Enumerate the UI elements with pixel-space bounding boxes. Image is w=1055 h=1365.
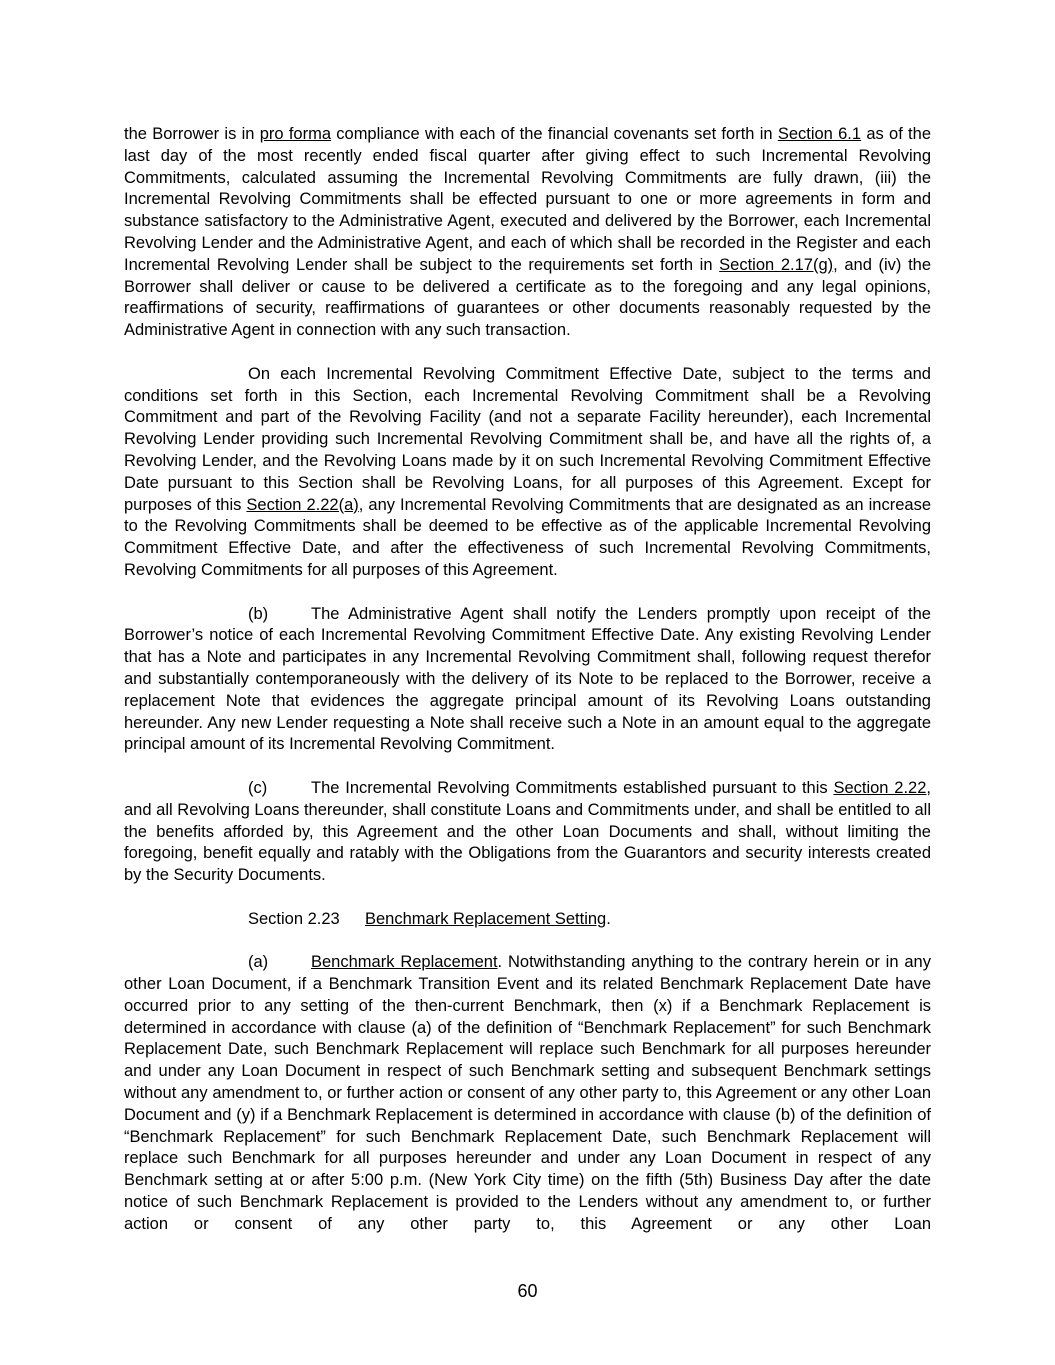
text-segment: On each Incremental Revolving Commitment Effective Date, subject to the terms and conditions set forth in this Section, each Incremental Revolving Commitment shall be a Revolving Commitment and part of the Revolving Facility (and not a separate Facility hereunder), each Incremental Revolving Lender providing such Incremental Revolving Commitment shall be, and have all the rights of, a Revolving Lender, and the Revolving Loans made by it on such Incremental Revolving Commitment Effective Date pursuant to this Section shall be Revolving Loans, for all purposes of this Agreement. Except for purposes of this: [124, 364, 931, 514]
clause-label: (a): [248, 953, 269, 972]
section-title-period: .: [606, 909, 611, 928]
section-reference: Section 2.17(g): [719, 255, 834, 274]
text-segment: the Borrower is in: [124, 125, 260, 143]
text-segment: . Notwithstanding anything to the contrary herein or in any other Loan Document, if a Benchmark Transition Event and its related Benchmark Replacement Date have occurred prior to any setting of the then-current Benchmark, then (x) if a Benchmark Replacement is determined in accordance with clause (a) of the definition of “Benchmark Replacement” for such Benchmark Replacement Date, such Benchmark Replacement will replace such Benchmark for all purposes hereunder and under any Loan Document in respect of such Benchmark setting and subsequent Benchmark settings without any amendment to, or further action or consent of any other party to, this Agreement or any other Loan Document and (y) if a Benchmark Replacement is determined in accordance with clause (b) of the definition of “Benchmark Replacement” for such Benchmark Replacement Date, such Benchmark Replacement will replace such Benchmark for all purposes hereunder and under any Loan Document in respect of any Benchmark setting at or after 5:00 p.m. (New York City time) on the fifth (5th) Business Day after the date notice of such Benchmark Replacement is provided to the Lenders without any amendment to, or further action or consent of any other party to, this Agreement or any other Loan: [124, 953, 931, 1233]
section-number: Section 2.23: [248, 909, 340, 928]
section-reference: Section 6.1: [777, 125, 862, 143]
section-reference: Section 2.22(a): [246, 495, 359, 514]
paragraph-effective-date: [124, 364, 931, 582]
section-reference: Section 2.22: [833, 778, 927, 797]
text-segment: The Administrative Agent shall notify the Lenders promptly upon receipt of the Borrower’s notice of each Incremental Revolving Commitment Effective Date. Any existing Revolving Lender that has a Note and participates in any Incremental Revolving Commitment shall, following request therefor and substantially contemporaneously with the delivery of its Note to be replaced to the Borrower, receive a replacement Note that evidences the aggregate principal amount of its Revolving Loans outstanding hereunder. Any new Lender requesting a Note shall receive such a Note in an amount equal to the aggregate principal amount of its Incremental Revolving Commitment.: [124, 604, 931, 754]
page-number: 60: [517, 1281, 538, 1301]
clause-label: (c): [248, 778, 268, 797]
paragraph-b: [124, 604, 931, 757]
text-segment: The Incremental Revolving Commitments established pursuant to this: [311, 778, 834, 797]
text-segment: , any Incremental Revolving Commitments that are designated as an increase to the Revolving Commitments shall be deemed to be effective as of the applicable Incremental Revolving Commitment Effective Date, and after the effectiveness of such Incremental Revolving Commitments, Revolving Commitments for all purposes of this Agreement.: [124, 495, 931, 579]
text-segment: , and (iv) the Borrower shall deliver or cause to be delivered a certificate as to the foregoing and any legal opinions, reaffirmations of security, reaffirmations of guarantees or other documents reasonably requested by the Administrative Agent in connection with any such transaction.: [124, 255, 932, 340]
document-body: [124, 124, 931, 1236]
section-title: Benchmark Replacement Setting: [365, 909, 607, 928]
paragraph-a-benchmark-replacement: [124, 952, 931, 1235]
italic-term-pro-forma: pro forma: [259, 125, 331, 143]
text-segment: as of the last day of the most recently ended fiscal quarter after giving effect to such Incremental Revolving Commitments, calculated assuming the Incremental Revolving Commitments are fully drawn, (iii) the Incremental Revolving Commitments shall be effected pursuant to one or more agreements in form and substance satisfactory to the Administrative Agent, executed and delivered by the Borrower, each Incremental Revolving Lender and the Administrative Agent, and each of which shall be recorded in the Register and each Incremental Revolving Lender shall be subject to the requirements set forth in: [124, 125, 931, 274]
paragraph-c: [124, 778, 931, 887]
text-segment: , and all Revolving Loans thereunder, shall constitute Loans and Commitments under, and shall be entitled to all the benefits afforded by, this Agreement and the other Loan Documents and shall, without limiting the foregoing, benefit equally and ratably with the Obligations from the Guarantors and security interests created by the Security Documents.: [124, 778, 932, 885]
paragraph-continuation: [124, 124, 931, 342]
section-heading: [124, 909, 931, 931]
clause-heading: Benchmark Replacement: [311, 953, 498, 972]
text-segment: compliance with each of the financial covenants set forth in: [331, 125, 778, 143]
clause-label: (b): [248, 604, 269, 623]
